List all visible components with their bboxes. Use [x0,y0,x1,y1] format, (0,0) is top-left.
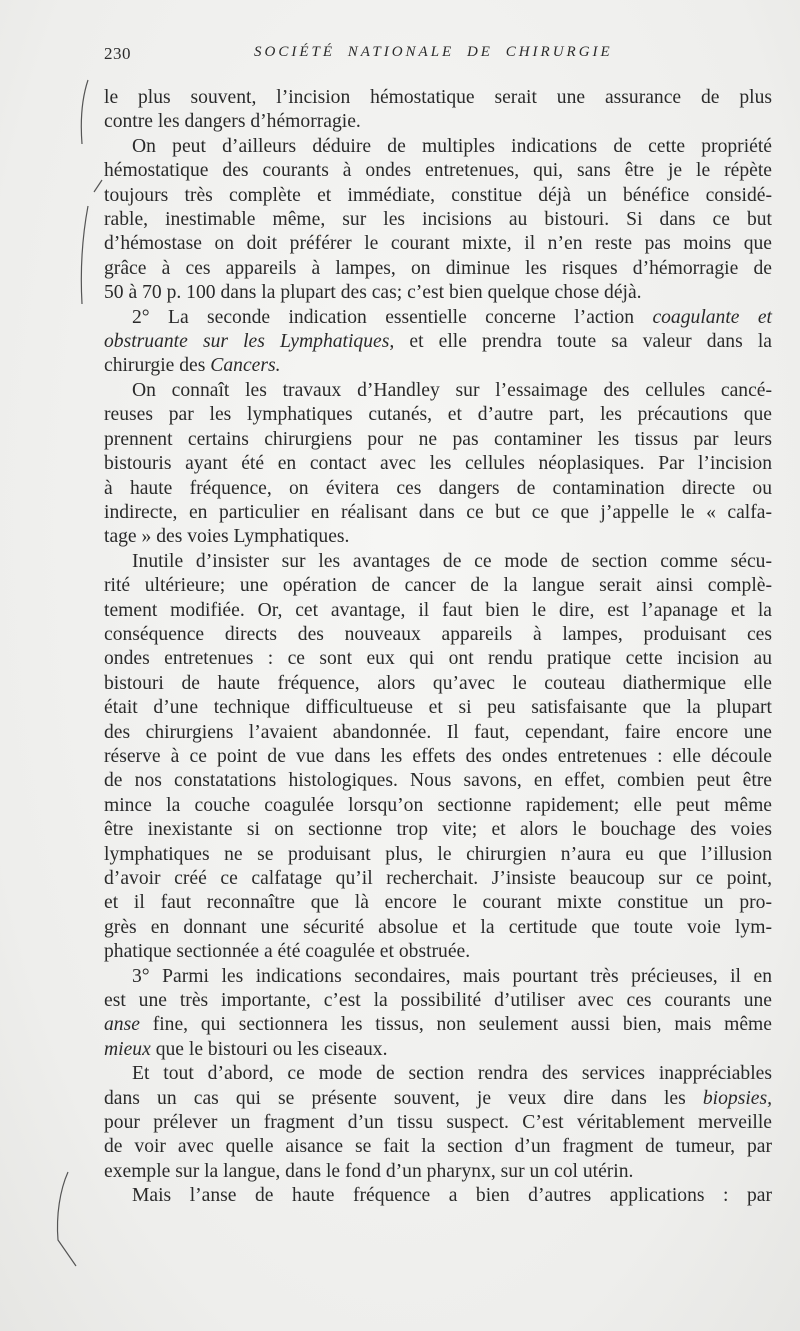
margin-pencil-mark-bottom [54,1170,84,1270]
italic-run: anse [104,1014,140,1036]
text-line: rité ultérieure; une opération de cancer de la langue serait ainsi complè- [104,575,772,597]
text-line: d’hémostase on doit préférer le courant mixte, il n’en reste pas moins que [104,233,772,255]
text-line: 50 à 70 p. 100 dans la plupart des cas; c’est bien quelque chose déjà. [104,282,642,304]
text-line [104,1087,772,1111]
text-line: toujours très complète et immédiate, constitue déjà un bénéfice considé- [104,184,772,206]
text-line: réserve à ce point de vue dans les effets des ondes entretenues : elle découle [104,745,772,767]
text-line: être inexistante si on sectionne trop vite; et alors le bouchage des voies [104,819,772,841]
text-line: des chirurgiens l’avaient abandonnée. Il faut, cependant, faire encore une [104,721,772,743]
page-number: 230 [104,44,131,63]
text-line: bistouri de haute fréquence, alors qu’avec le couteau diathermique elle [104,672,772,694]
text-line: est une très importante, c’est la possibilité d’utiliser avec ces courants une [104,990,772,1012]
text-line: lymphatiques ne se produisant plus, le chirurgien n’aura eu que l’illusion [104,843,772,865]
text-line: indirecte, en particulier en réalisant dans ce but ce que j’appelle le « calfa- [104,501,772,523]
text-line [104,306,772,330]
text-run: dans un cas qui se présente souvent, je veux dire dans les [104,1087,703,1109]
italic-run: biopsies, [702,1087,772,1109]
text-run: fine, qui sectionnera les tissus, non seulement aussi bien, mais même [139,1014,772,1036]
text-line: hémostatique des courants à ondes entretenues, qui, sans être je le répète [104,160,772,182]
body-text [104,86,772,1209]
text-line: mince la couche coagulée lorsqu’on sectionne rapidement; elle peut même [104,794,772,816]
text-line: contre les dangers d’hémorragie. [104,111,361,133]
page-header [104,44,774,70]
text-line: On connaît les travaux d’Handley sur l’essaimage des cellules cancé- [132,379,772,401]
margin-pencil-mark-top [74,78,94,148]
text-line [104,1013,772,1037]
text-line: de voir avec quelle aisance se fait la section d’un fragment de tumeur, par [104,1136,772,1158]
text-line [104,354,772,378]
text-line: prennent certains chirurgiens pour ne pas contaminer les tissus par leurs [104,428,772,450]
text-line: On peut d’ailleurs déduire de multiples indications de cette propriété [132,135,772,157]
italic-run: Cancers. [210,355,281,377]
text-run: 2° La seconde indication essentielle concerne l’action [132,306,653,328]
italic-run: obstruante sur les Lymphatiques, [104,331,395,353]
text-line: le plus souvent, l’incision hémostatique serait une assurance de plus [104,87,772,108]
text-line: ondes entretenues : ce sont eux qui ont rendu pratique cette incision au [104,648,772,670]
text-line: reuses par les lymphatiques cutanés, et d’autre part, les précautions que [104,404,772,426]
text-run: et elle prendra toute sa valeur dans la [394,331,772,353]
italic-run: coagulante et [652,306,772,328]
text-line: d’avoir créé ce calfatage qu’il recherchait. J’insiste beaucoup sur ce point, [104,868,772,889]
running-head: SOCIÉTÉ NATIONALE DE CHIRURGIE [254,44,613,60]
margin-pencil-mark-middle [76,178,106,308]
text-line: à haute fréquence, on évitera ces dangers de contamination directe ou [104,477,772,499]
text-line: phatique sectionnée a été coagulée et obstruée. [104,941,471,963]
text-line: grès en donnant une sécurité absolue et la certitude que toute voie lym- [104,916,772,938]
text-line: rable, inestimable même, sur les incisions au bistouri. Si dans ce but [104,209,772,231]
text-line: pour prélever un fragment d’un tissu suspect. C’est véritablement merveille [104,1112,772,1134]
text-line: et il faut reconnaître que là encore le courant mixte constitue un pro- [104,892,772,914]
text-line: grâce à ces appareils à lampes, on diminue les risques d’hémorragie de [104,257,772,279]
text-line: tement modifiée. Or, cet avantage, il faut bien le dire, est l’apanage et la [104,599,772,621]
text-line [104,1038,772,1062]
text-line: de nos constatations histologiques. Nous savons, en effet, combien peut être [104,770,772,792]
text-line: était d’une technique difficultueuse et si peu satisfaisante que la plupart [104,697,772,719]
text-line: 3° Parmi les indications secondaires, mais pourtant très précieuses, il en [132,965,772,987]
text-line: bistouris ayant été en contact avec les cellules néoplasiques. Par l’incision [104,453,772,475]
italic-run: mieux [104,1038,151,1060]
text-line: exemple sur la langue, dans le fond d’un pharynx, sur un col utérin. [104,1160,634,1182]
text-line: Et tout d’abord, ce mode de section rendra des services inappréciables [132,1063,772,1085]
text-line: Inutile d’insister sur les avantages de ce mode de section comme sécu- [132,550,772,572]
text-line [104,330,772,354]
text-line: tage » des voies Lymphatiques. [104,526,350,548]
text-run: que le bistouri ou les ciseaux. [150,1038,388,1060]
text-line: Mais l’anse de haute fréquence a bien d’autres applications : par [132,1185,772,1207]
text-run: chirurgie des [104,355,211,377]
text-line: conséquence directs des nouveaux appareils à lampes, produisant ces [104,623,772,645]
